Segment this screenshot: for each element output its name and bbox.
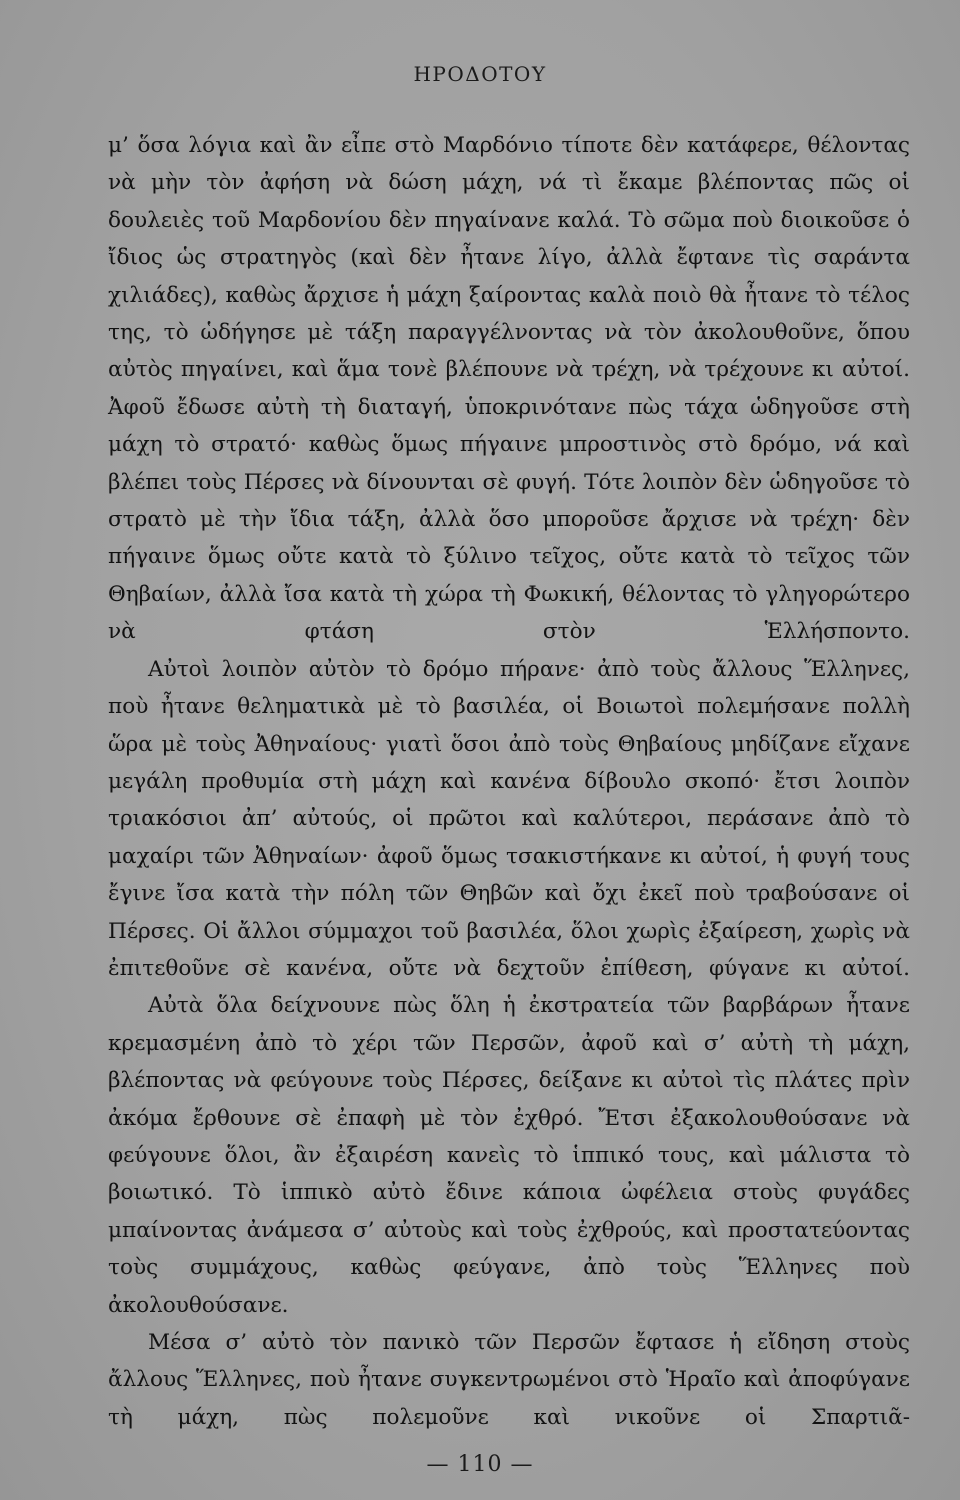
paragraph-1: μ’ ὅσα λόγια καὶ ἂν εἶπε στὸ Μαρδόνιο τίποτε δὲν κατάφερε, θέλοντας νὰ μὴν τὸν ἀφήση νὰ δώση μάχη, νά τὶ ἔκαμε βλέποντας πῶς οἱ δουλειὲς τοῦ Μαρδονίου δὲν πηγαίνανε καλά. Τὸ σῶμα ποὺ διοικοῦσε ὁ ἴδιος ὡς στρατηγὸς (καὶ δὲν ἦτανε λίγο, ἀλλὰ ἔφτανε τὶς σαράντα χιλιάδες), καθὼς ἄρχισε ἡ μάχη ξαίροντας καλὰ ποιὸ θὰ ἦτανε τὸ τέλος της, τὸ ὡδήγησε μὲ τάξη παραγγέλνοντας νὰ τὸν ἀκολουθοῦνε, ὅπου αὐτὸς πηγαίνει, καὶ ἅμα τονὲ βλέπουνε νὰ τρέχη, νὰ τρέχουνε κι αὐτοί. Ἀφοῦ ἔδωσε αὐτὴ τὴ διαταγή, ὑποκρινότανε πὼς τάχα ὡδηγοῦσε στὴ μάχη τὸ στρατό· καθὼς ὅμως πήγαινε μπροστινὸς στὸ δρόμο, νά καὶ βλέπει τοὺς Πέρσες νὰ δίνουνται σὲ φυγή. Τότε λοιπὸν δὲν ὡδηγοῦσε τὸ στρατὸ μὲ τὴν ἴδια τάξη, ἀλλὰ ὅσο μποροῦσε ἄρχισε νὰ τρέχη· δὲν πήγαινε ὅμως οὔτε κατὰ τὸ ξύλινο τεῖχος, οὔτε κατὰ τὸ τεῖχος τῶν Θηβαίων, ἀλλὰ ἴσα κατὰ τὴ χώρα τὴ Φωκική, θέλοντας τὸ γληγορώτερο νὰ φτάση στὸν Ἑλλήσποντο. bbox=[108, 133, 910, 645]
paragraph-2: Αὐτοὶ λοιπὸν αὐτὸν τὸ δρόμο πήρανε· ἀπὸ τοὺς ἄλλους Ἕλληνες, ποὺ ἦτανε θεληματικὰ μὲ τὸ βασιλέα, οἱ Βοιωτοὶ πολεμήσανε πολλὴ ὥρα μὲ τοὺς Ἀθηναίους· γιατὶ ὅσοι ἀπὸ τοὺς Θηβαίους μηδίζανε εἴχανε μεγάλη προθυμία στὴ μάχη καὶ κανένα δίβουλο σκοπό· ἔτσι λοιπὸν τριακόσιοι ἀπ’ αὐτούς, οἱ πρῶτοι καὶ καλύτεροι, περάσανε ἀπὸ τὸ μαχαίρι τῶν Ἀθηναίων· ἀφοῦ ὅμως τσακιστήκανε κι αὐτοί, ἡ φυγή τους ἔγινε ἴσα κατὰ τὴν πόλη τῶν Θηβῶν καὶ ὄχι ἐκεῖ ποὺ τραβούσανε οἱ Πέρσες. Οἱ ἄλλοι σύμμαχοι τοῦ βασιλέα, ὅλοι χωρὶς ἐξαίρεση, χωρὶς νὰ ἐπιτεθοῦνε σὲ κανένα, οὔτε νὰ δεχτοῦν ἐπίθεση, φύγανε κι αὐτοί. bbox=[108, 656, 910, 981]
paragraph-4: Μέσα σ’ αὐτὸ τὸν πανικὸ τῶν Περσῶν ἔφτασε ἡ εἴδηση στοὺς ἄλλους Ἕλληνες, ποὺ ἦτανε συγκεντρωμένοι στὸ Ἡραῖο καὶ ἀποφύγανε τὴ μάχη, πὼς πολεμοῦνε καὶ νικοῦνε οἱ Σπαρτιᾶ- bbox=[108, 1330, 910, 1430]
running-head: ΗΡΟΔΟΤΟΥ bbox=[413, 62, 547, 86]
body-text bbox=[108, 127, 910, 1436]
page-number: — 110 — bbox=[426, 1452, 534, 1477]
paragraph-3: Αὐτὰ ὅλα δείχνουνε πὼς ὅλη ἡ ἐκστρατεία τῶν βαρβάρων ἦτανε κρεμασμένη ἀπὸ τὸ χέρι τῶν Περσῶν, ἀφοῦ καὶ σ’ αὐτὴ τὴ μάχη, βλέποντας νὰ φεύγουνε τοὺς Πέρσες, δείξανε κι αὐτοὶ τὶς πλάτες πρὶν ἀκόμα ἔρθουνε σὲ ἐπαφὴ μὲ τὸν ἐχθρό. Ἔτσι ἐξακολουθούσανε νὰ φεύγουνε ὅλοι, ἂν ἐξαιρέση κανεὶς τὸ ἱππικό τους, καὶ μάλιστα τὸ βοιωτικό. Τὸ ἱππικὸ αὐτὸ ἔδινε κάποια ὠφέλεια στοὺς φυγάδες μπαίνοντας ἀνάμεσα σ’ αὐτοὺς καὶ τοὺς ἐχθρούς, καὶ προστατεύοντας τοὺς συμμάχους, καθὼς φεύγανε, ἀπὸ τοὺς Ἕλληνες ποὺ ἀκολουθούσανε. bbox=[108, 993, 910, 1318]
